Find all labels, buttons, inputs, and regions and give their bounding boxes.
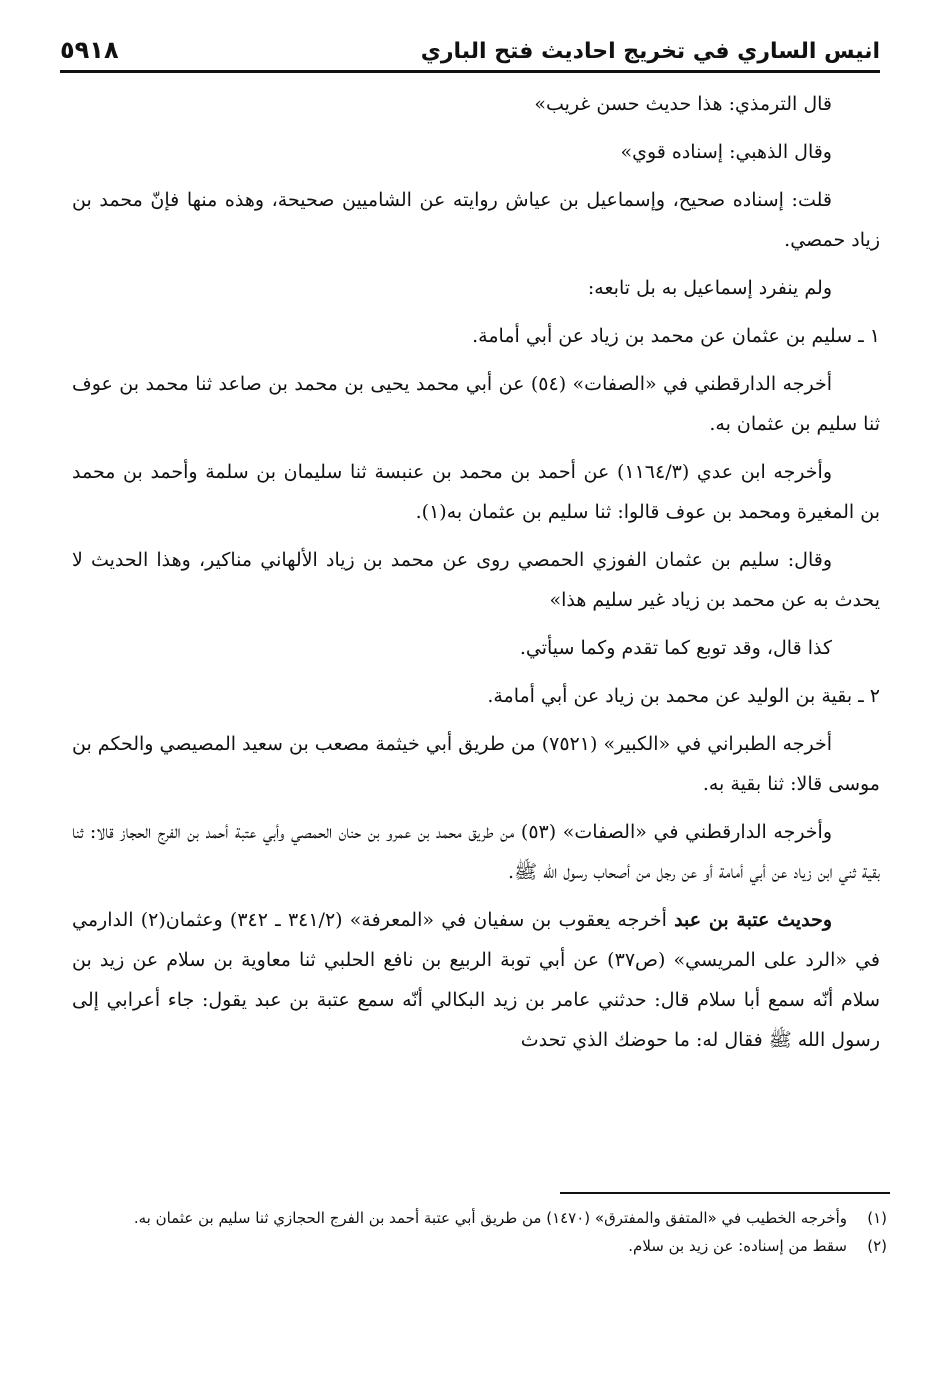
paragraph: وقال الذهبي: إسناده قوي» (620, 141, 832, 163)
numbered-item: ٢ ـ بقية بن الوليد عن محمد بن زياد عن أبي أمامة. (487, 685, 880, 707)
footnote (72, 1232, 887, 1260)
footnote-divider (560, 1192, 890, 1194)
paragraph: كذا قال، وقد توبع كما تقدم وكما سيأتي. (519, 637, 832, 659)
main-text (72, 84, 880, 1068)
paragraph: ولم ينفرد إسماعيل به بل تابعه: (587, 277, 832, 299)
footnotes (72, 1204, 887, 1260)
footnote (72, 1204, 887, 1232)
numbered-item: ١ ـ سليم بن عثمان عن محمد بن زياد عن أبي أمامة. (472, 325, 880, 347)
paragraph: وأخرجه ابن عدي (١١٦٤/٣) عن أحمد بن محمد بن عنبسة ثنا سليمان بن سلمة وأحمد بن محمد بن المغيرة ومحمد بن عوف قالوا: ثنا سليم بن عثمان به(١). (72, 461, 880, 523)
running-title: انيس الساري في تخريج احاديث فتح الباري (420, 39, 880, 64)
paragraph: أخرجه الدارقطني في «الصفات» (٥٤) عن أبي محمد يحيى بن محمد بن صاعد ثنا محمد بن عوف ثنا سليم بن عثمان به. (72, 373, 880, 435)
page-number: ٥٩١٨ (60, 36, 119, 64)
paragraph: أخرجه الطبراني في «الكبير» (٧٥٢١) من طريق أبي خيثمة مصعب بن سعيد المصيصي والحكم بن موسى قالا: ثنا بقية به. (72, 733, 880, 795)
paragraph: وأخرجه الدارقطني في «الصفات» (٥٣) من طريق محمد بن عمرو بن حنان الحمصي وأبي عتبة أحمد بن الفرج الحجاز قالا: ثنا بقية ثني ابن زياد عن أبي أمامة أو عن رجل من أصحاب رسول الله ﷺ. (72, 821, 880, 883)
paragraph-text: أخرجه يعقوب بن سفيان في «المعرفة» (٣٤١/٢ ـ ٣٤٢) وعثمان(٢) الدارمي في «الرد على المريسي» (ص٣٧) عن أبي توبة الربيع بن نافع الحلبي ثنا معاوية بن سلام عن زيد بن سلام أنّه سمع أبا سلام قال: حدثني عامر بن زيد البكالي أنّه سمع عتبة بن عبد يقول: جاء أعرابي إلى رسول الله ﷺ فقال له: ما حوضك الذي تحدث (72, 909, 880, 1051)
paragraph (72, 900, 880, 1060)
hadith-heading: وحديث عتبة بن عبد (674, 909, 832, 931)
page-header (60, 22, 880, 73)
paragraph: قال الترمذي: هذا حديث حسن غريب» (534, 93, 832, 115)
footnote-text: وأخرجه الخطيب في «المتفق والمفترق» (١٤٧٠) من طريق أبي عتبة أحمد بن الفرج الحجازي ثنا سليم بن عثمان به. (133, 1209, 847, 1227)
footnote-number: (٢) (867, 1237, 887, 1255)
paragraph: قلت: إسناده صحيح، وإسماعيل بن عياش روايته عن الشاميين صحيحة، وهذه منها فإنّ محمد بن زياد حمصي. (72, 189, 880, 251)
footnote-number: (١) (867, 1209, 887, 1227)
footnote-text: سقط من إسناده: عن زيد بن سلام. (628, 1237, 847, 1255)
paragraph: وقال: سليم بن عثمان الفوزي الحمصي روى عن محمد بن زياد الألهاني مناكير، وهذا الحديث لا يحدث به عن محمد بن زياد غير سليم هذا» (72, 549, 880, 611)
